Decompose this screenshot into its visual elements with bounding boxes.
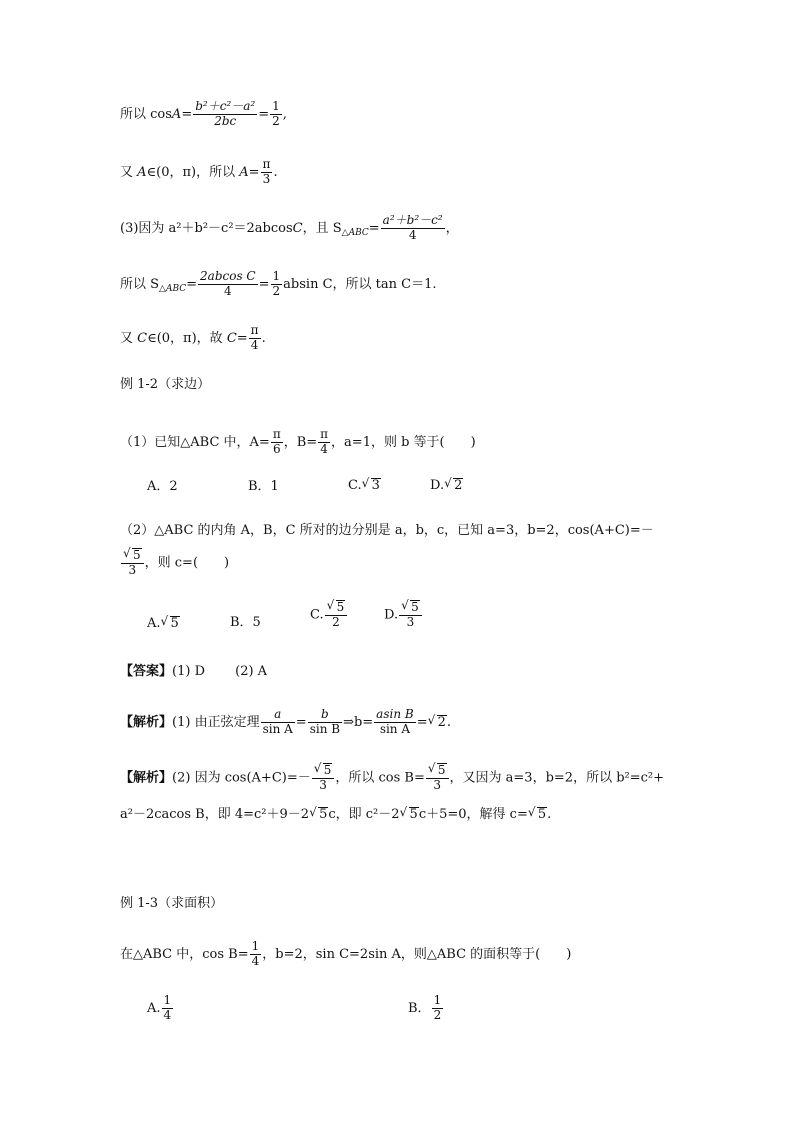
solution-line-3 <box>120 214 459 243</box>
radicand: 5 <box>336 600 345 614</box>
radicand: 5 <box>437 763 446 777</box>
fraction <box>312 763 335 793</box>
var: A <box>137 164 147 180</box>
equals: = <box>181 106 193 122</box>
option-c[interactable] <box>348 478 381 493</box>
fraction <box>250 940 262 969</box>
radicand: 5 <box>409 807 418 822</box>
analysis-2 <box>120 763 664 793</box>
fraction <box>261 158 273 187</box>
text: A. <box>147 616 161 631</box>
denominator: sin A <box>379 721 411 736</box>
text: D. <box>430 478 445 493</box>
option-d[interactable] <box>384 600 423 630</box>
numerator: 1 <box>251 939 260 953</box>
denominator: 3 <box>262 171 271 186</box>
option-d[interactable] <box>430 478 463 493</box>
text: , <box>282 106 287 122</box>
denominator: 4 <box>250 337 259 352</box>
denominator: 4 <box>251 953 260 968</box>
denominator: sin B <box>309 721 341 736</box>
text: D. <box>384 607 399 623</box>
radicand: 5 <box>323 763 332 777</box>
text: C. <box>310 607 324 623</box>
radicand: 5 <box>319 807 328 822</box>
fraction <box>381 214 445 243</box>
example-heading: 例 1-3（求面积） <box>120 896 224 911</box>
numerator: π <box>272 427 281 441</box>
answer-label: 【答案】 <box>120 664 173 679</box>
fraction <box>261 708 295 737</box>
sqrt <box>529 807 547 822</box>
solution-line-cos-a <box>120 100 287 129</box>
var: A <box>171 106 182 122</box>
fraction <box>325 600 348 630</box>
text: ∈(0，π)，故 <box>147 330 227 346</box>
example-heading: 例 1-2（求边） <box>120 377 211 392</box>
solution-line-4 <box>120 270 437 299</box>
sqrt <box>315 763 333 778</box>
sqrt <box>310 807 328 822</box>
numerator: π <box>262 157 271 171</box>
fraction <box>308 708 342 737</box>
text: . <box>273 164 278 180</box>
analysis-label: 【解析】 <box>120 714 173 730</box>
text: 在△ABC 中，cos B= <box>120 946 249 962</box>
option-b[interactable] <box>408 994 444 1023</box>
numerator: b²＋c²－a² <box>195 99 256 113</box>
equals: = <box>186 276 198 292</box>
sqrt <box>328 600 346 615</box>
text: ，B= <box>283 434 318 450</box>
text: B． <box>408 1000 431 1016</box>
question-2: （2）△ABC 的内角 A，B，C 所对的边分别是 a，b，c，已知 a=3，b=2，cos(A+C)=－ <box>120 523 654 538</box>
text: ，b=2，sin C=2sin A，则△ABC 的面积等于( ) <box>262 946 572 962</box>
solution-line-a-value <box>120 158 278 187</box>
numerator: 1 <box>163 993 172 1007</box>
option-b[interactable]: B．1 <box>248 479 279 494</box>
radicand: 5 <box>133 548 141 562</box>
sqrt <box>429 763 447 778</box>
text: . <box>261 330 266 346</box>
question-2-cont <box>120 548 229 578</box>
text: 又 <box>120 330 138 346</box>
radicand: 2 <box>437 714 446 730</box>
equals: = <box>368 220 380 236</box>
denominator: 2 <box>332 614 340 629</box>
option-b[interactable]: B．5 <box>230 615 261 630</box>
text: (3)因为 a²＋b²－c²＝2abcos <box>120 220 293 236</box>
option-a[interactable] <box>147 616 180 631</box>
radicand: 5 <box>411 600 419 614</box>
numerator: 2abcos C <box>200 269 256 283</box>
radicand: 5 <box>170 616 179 631</box>
analysis-1 <box>120 708 451 737</box>
var: C <box>137 330 148 346</box>
option-a[interactable] <box>147 994 174 1023</box>
radicand: 5 <box>537 807 547 822</box>
equals: = <box>258 276 270 292</box>
sqrt <box>363 478 381 493</box>
numerator: 1 <box>272 99 280 113</box>
var: A <box>239 164 249 180</box>
subscript: △ABC <box>159 283 187 294</box>
fraction <box>121 548 144 578</box>
text: ，且 S <box>302 220 342 236</box>
denominator: 3 <box>319 777 327 792</box>
text: a²－2cacos B，即 4=c²＋9－2 <box>120 807 310 822</box>
fraction <box>271 270 283 299</box>
analysis-2-cont <box>120 807 551 822</box>
denominator: 4 <box>163 1007 172 1022</box>
denominator: 2 <box>272 113 280 128</box>
denominator: 2bc <box>214 113 237 128</box>
option-c[interactable] <box>310 600 348 630</box>
fraction <box>249 324 261 353</box>
solution-line-c-value <box>120 324 266 353</box>
option-a[interactable]: A．2 <box>147 479 178 494</box>
sqrt <box>162 616 180 631</box>
equals: = <box>295 714 307 730</box>
fraction <box>198 270 258 299</box>
denominator: 4 <box>224 283 232 298</box>
text: ，所以 cos B= <box>335 770 425 786</box>
subscript: △ABC <box>341 227 369 238</box>
numerator: π <box>320 427 329 441</box>
fraction <box>432 994 444 1023</box>
text: ∈(0，π)，所以 <box>146 164 240 180</box>
radicand: 3 <box>371 478 380 493</box>
numerator: b <box>308 708 342 723</box>
var: C <box>292 220 303 236</box>
fraction <box>193 100 257 129</box>
radicand: 2 <box>454 478 463 493</box>
text: A. <box>147 1000 161 1016</box>
text: . <box>446 714 452 730</box>
fraction <box>271 428 283 457</box>
numerator: a²＋b²－c² <box>382 213 443 227</box>
analysis-label: 【解析】 <box>120 770 173 786</box>
text: ， <box>445 220 459 236</box>
sqrt <box>124 548 142 563</box>
numerator: asin B <box>376 707 414 721</box>
answer-text: (1) D (2) A <box>172 664 268 679</box>
equals: = <box>258 106 270 122</box>
text: 所以 S <box>120 276 160 292</box>
text: ⇒b= <box>343 714 374 730</box>
text: (1) 由正弦定理 <box>172 714 260 730</box>
text: 所以 cos <box>120 106 172 122</box>
text: (2) 因为 cos(A+C)=－ <box>172 770 311 786</box>
numerator: a <box>261 708 295 723</box>
denominator: sin A <box>262 721 293 736</box>
text: . <box>547 807 552 822</box>
denominator: 6 <box>272 441 281 456</box>
numerator: 1 <box>272 269 281 283</box>
equals: = <box>248 164 260 180</box>
text: c，即 c²－2 <box>328 807 400 822</box>
fraction <box>374 708 416 737</box>
text: absin C，所以 tan C＝1. <box>283 276 437 292</box>
text: C. <box>348 478 362 493</box>
fraction <box>162 994 174 1023</box>
equals: = <box>416 714 428 730</box>
fraction <box>270 100 282 129</box>
denominator: 4 <box>408 227 417 242</box>
text: c＋5=0，解得 c= <box>418 807 528 822</box>
denominator: 2 <box>433 1007 442 1022</box>
text: ，又因为 a=3，b=2，所以 b²=c²+ <box>449 770 665 786</box>
denominator: 3 <box>406 614 415 629</box>
answer-line <box>120 665 267 678</box>
denominator: 3 <box>433 777 442 792</box>
denominator: 2 <box>272 283 281 298</box>
denominator: 4 <box>320 441 328 456</box>
question-3 <box>120 940 571 969</box>
numerator: π <box>250 323 259 337</box>
text: ，a=1，则 b 等于( ) <box>331 434 476 450</box>
sqrt <box>429 715 447 730</box>
var: C <box>226 330 237 346</box>
equals: = <box>236 330 248 346</box>
fraction <box>426 763 449 793</box>
sqrt <box>401 807 419 822</box>
sqrt <box>402 600 420 615</box>
sqrt <box>445 478 463 493</box>
text: ，则 c=( ) <box>144 555 230 571</box>
question-1 <box>120 428 476 457</box>
fraction <box>399 600 422 630</box>
denominator: 3 <box>128 562 137 577</box>
text: （1）已知△ABC 中，A= <box>120 434 270 450</box>
text: 又 <box>120 164 138 180</box>
numerator: 1 <box>433 993 442 1007</box>
fraction <box>318 428 330 457</box>
